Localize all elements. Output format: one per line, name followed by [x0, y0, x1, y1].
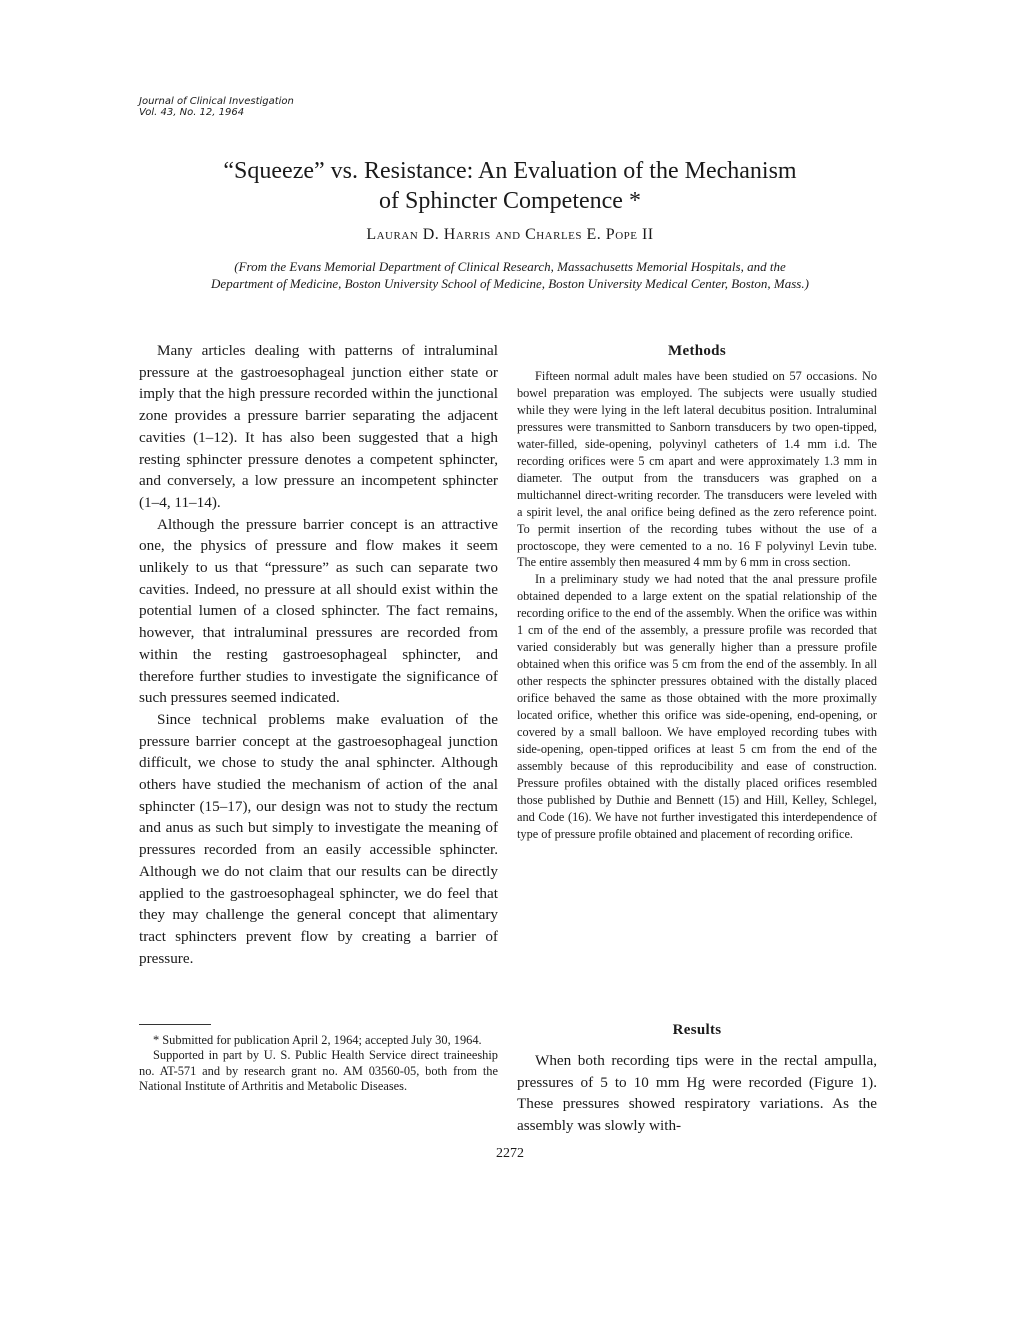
intro-paragraph: Many articles dealing with patterns of intraluminal pressure at the gastroesophageal junction either state or imply that the high pressure recorded within the junctional zone provides a pressure barrier separating the adjacent cavities (1–12). It has also been suggested that a high resting sphincter pressure denotes a competent sphincter, and conversely, a low pressure an incompetent sphincter (1–4, 11–14).	[139, 342, 498, 511]
methods-paragraph: Fifteen normal adult males have been studied on 57 occasions. No bowel preparation was employed. The subjects were usually studied while they were lying in the left lateral decubitus position. Intraluminal pressures were transmitted to Sanborn transducers by two open-tipped, water-filled, side-opening, polyvinyl catheters of 1.4 mm i.d. The recording orifices were 5 cm apart and were approximately 1.3 mm in diameter. The output from the transducers was graphed on a multichannel direct-writing recorder. The transducers were leveled with a spirit level, the anal orifice being defined as the zero reference point. To permit insertion of the recording tubes without the use of a proctoscope, they were cemented to a no. 16 F polyvinyl Levin tube. The entire assembly then measured 4 mm by 6 mm in cross section.	[517, 369, 877, 570]
intro-paragraph: Although the pressure barrier concept is an attractive one, the physics of pressure and flow makes it seem unlikely to us that “pressure” as such can separate two cavities. Indeed, no pressure at all should exist within the potential lumen of a closed sphincter. The fact remains, however, that intraluminal pressures are recorded from within the resting gastroesophageal sphincter, and therefore further studies to investigate the significance of such pressures seemed indicated.	[139, 515, 498, 707]
page-number: 2272	[496, 1146, 524, 1161]
title-line-2: of Sphincter Competence *	[379, 188, 641, 214]
footnote-divider	[139, 1024, 211, 1025]
article-title	[100, 156, 920, 216]
methods-paragraph: In a preliminary study we had noted that the anal pressure profile obtained depended to a large extent on the spatial relationship of the recording orifice to the end of the assembly. When the orifice was within 1 cm of the end of the assembly, a pressure profile was recorded that varied considerably but was generally higher than a pressure profile obtained when this orifice was 5 cm from the end of the assembly. In all other respects the sphincter pressures obtained with the distally placed orifice behaved the same as those obtained with the more proximally located orifice, whether this orifice was side-opening, end-opening, or covered by a small balloon. We have employed recording tubes with side-opening, open-tipped orifices at least 5 cm from the end of the assembly because of this reproducibility and ease of construction. Pressure profiles obtained with the distally placed orifices resembled those published by Duthie and Bennett (15) and Hill, Kelley, Schlegel, and Code (16). We have not further investigated this interdependence of type of pressure profile obtained and placement of recording orifice.	[517, 572, 877, 841]
affiliation: (From the Evans Memorial Department of Clinical Research, Massachusetts Memorial Hospitals, and the Department of Medicine, Boston University School of Medicine, Boston University Medical Center, Boston, Mass.)	[211, 259, 809, 291]
footnote: * Submitted for publication April 2, 1964; accepted July 30, 1964.	[153, 1033, 482, 1047]
introduction-column	[139, 340, 498, 969]
footnote: Supported in part by U. S. Public Health Service direct traineeship no. AT-571 and by research grant no. AM 03560-05, both from the National Institute of Arthritis and Metabolic Diseases.	[139, 1048, 498, 1093]
methods-section	[517, 340, 877, 843]
author-list: Lauran D. Harris and Charles E. Pope II	[366, 226, 654, 243]
intro-paragraph: Since technical problems make evaluation of the pressure barrier concept at the gastroesophageal junction difficult, we chose to study the anal sphincter. Although others have studied the mechanism of action of the anal sphincter (15–17), our design was not to study the rectum and anus as such but simply to investigate the meaning of pressures recorded from an easily accessible sphincter. Although we do not claim that our results can be directly applied to the gastroesophageal sphincter, we do feel that they may challenge the general concept that alimentary tract sphincters prevent flow by creating a barrier of pressure.	[139, 710, 498, 967]
title-line-1: “Squeeze” vs. Resistance: An Evaluation of the Mechanism	[223, 158, 797, 184]
journal-volume: Vol. 43, No. 12, 1964	[139, 107, 245, 118]
journal-citation	[139, 96, 294, 118]
footnotes	[139, 1033, 498, 1094]
journal-name: Journal of Clinical Investigation	[139, 96, 294, 107]
methods-heading: Methods	[668, 343, 726, 359]
results-paragraph: When both recording tips were in the rectal ampulla, pressures of 5 to 10 mm Hg were recorded (Figure 1). These pressures showed respiratory variations. As the assembly was slowly with-	[517, 1052, 877, 1134]
results-heading: Results	[672, 1022, 722, 1038]
results-section	[517, 1050, 877, 1136]
